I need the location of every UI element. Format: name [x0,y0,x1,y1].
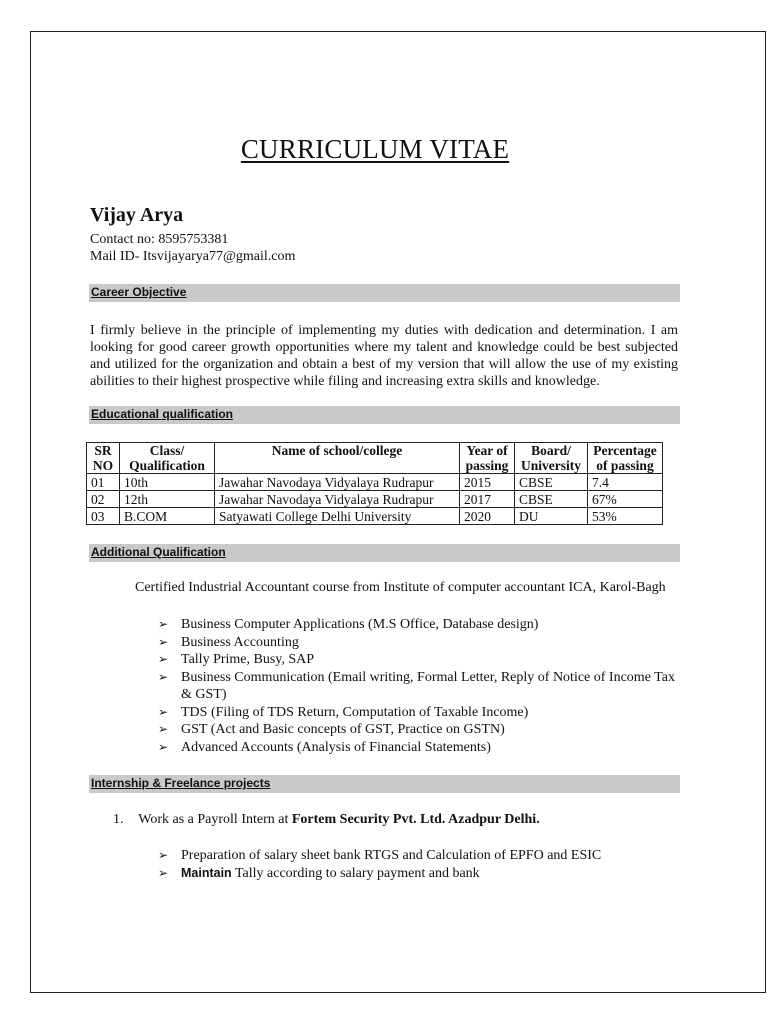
arrowhead-bullet-icon: ➢ [158,739,169,754]
list-item: ➢ GST (Act and Basic concepts of GST, Practice on GSTN) [158,722,505,737]
cell-class: 12th [120,491,215,508]
arrowhead-bullet-icon: ➢ [158,652,169,666]
section-additional-qualification [89,544,680,562]
contact-block [90,231,295,265]
cell-percentage: 67% [588,491,663,508]
mail-id: Mail ID- Itsvijayarya77@gmail.com [90,249,296,264]
cell-board: DU [515,508,588,525]
arrowhead-bullet-icon: ➢ [158,669,169,684]
list-item: ➢ Business Computer Applications (M.S Office, Database design) [158,617,539,632]
table-header-row [87,443,663,474]
arrowhead-bullet-icon: ➢ [158,634,169,649]
certification-text: Certified Industrial Accountant course from Institute of computer accountant ICA, Karol-Bagh [135,580,666,595]
cell-board: CBSE [515,491,588,508]
document-title: CURRICULUM VITAE [240,134,510,164]
col-header-year: Year of passing [460,443,515,474]
contact-number: Contact no: 8595753381 [90,232,229,247]
cell-school: Satyawati College Delhi University [215,508,460,525]
arrowhead-bullet-icon: ➢ [158,865,169,880]
cell-sr: 03 [87,508,120,525]
section-heading: Educational qualification [91,407,234,421]
internship-tasks-list [158,847,678,882]
col-header-sr: SR NO [87,443,120,474]
arrowhead-bullet-icon: ➢ [158,704,169,719]
col-header-percentage: Percentage of passing [588,443,663,474]
list-item: ➢ Tally Prime, Busy, SAP [158,652,315,667]
table-row [87,508,663,525]
cell-class: B.COM [120,508,215,525]
col-header-school: Name of school/college [215,443,460,474]
cell-year: 2017 [460,491,515,508]
cell-percentage: 7.4 [588,474,663,491]
cell-school: Jawahar Navodaya Vidyalaya Rudrapur [215,474,460,491]
career-objective-text: I firmly believe in the principle of implementing my duties with dedication and determination. I am looking for good career growth opportunities where my talent and knowledge could be best subjected and utilized for the organization and obtain a best of my version that will allow the use of my existing abilities to their highest prospective while filing and increasing extra skills and knowledge. [90,323,678,389]
section-internship [89,775,680,793]
education-table [86,442,663,525]
arrowhead-bullet-icon: ➢ [158,617,169,631]
cell-class: 10th [120,474,215,491]
company-name: Fortem Security Pvt. Ltd. Azadpur Delhi. [291,812,540,827]
table-row [87,491,663,508]
internship-item [113,812,540,828]
arrowhead-bullet-icon: ➢ [158,722,169,736]
cell-board: CBSE [515,474,588,491]
cell-year: 2020 [460,508,515,525]
cell-percentage: 53% [588,508,663,525]
section-heading: Internship & Freelance projects [91,776,271,790]
list-item: ➢ Maintain Tally according to salary payment and bank [158,865,480,881]
cell-school: Jawahar Navodaya Vidyalaya Rudrapur [215,491,460,508]
list-number: 1. [113,812,124,827]
list-item: ➢ Business Accounting [158,634,299,650]
section-education [89,406,680,424]
candidate-name: Vijay Arya [90,204,184,226]
skills-list [158,616,678,756]
list-item: ➢ Business Communication (Email writing, Formal Letter, Reply of Notice of Income Tax & GST) [158,669,675,702]
cell-sr: 01 [87,474,120,491]
col-header-board: Board/ University [515,443,588,474]
list-item: ➢ Advanced Accounts (Analysis of Financial Statements) [158,739,491,755]
list-item: ➢ TDS (Filing of TDS Return, Computation of Taxable Income) [158,704,529,720]
col-header-class: Class/ Qualification [120,443,215,474]
internship-text: Work as a Payroll Intern at [138,812,292,827]
section-heading: Additional Qualification [91,545,226,559]
table-row [87,474,663,491]
cell-sr: 02 [87,491,120,508]
arrowhead-bullet-icon: ➢ [158,848,169,862]
section-career-objective [89,284,680,302]
list-item: ➢ Preparation of salary sheet bank RTGS and Calculation of EPFO and ESIC [158,848,602,863]
section-heading: Career Objective [91,285,187,299]
cell-year: 2015 [460,474,515,491]
task-verb: Maintain [181,865,232,880]
